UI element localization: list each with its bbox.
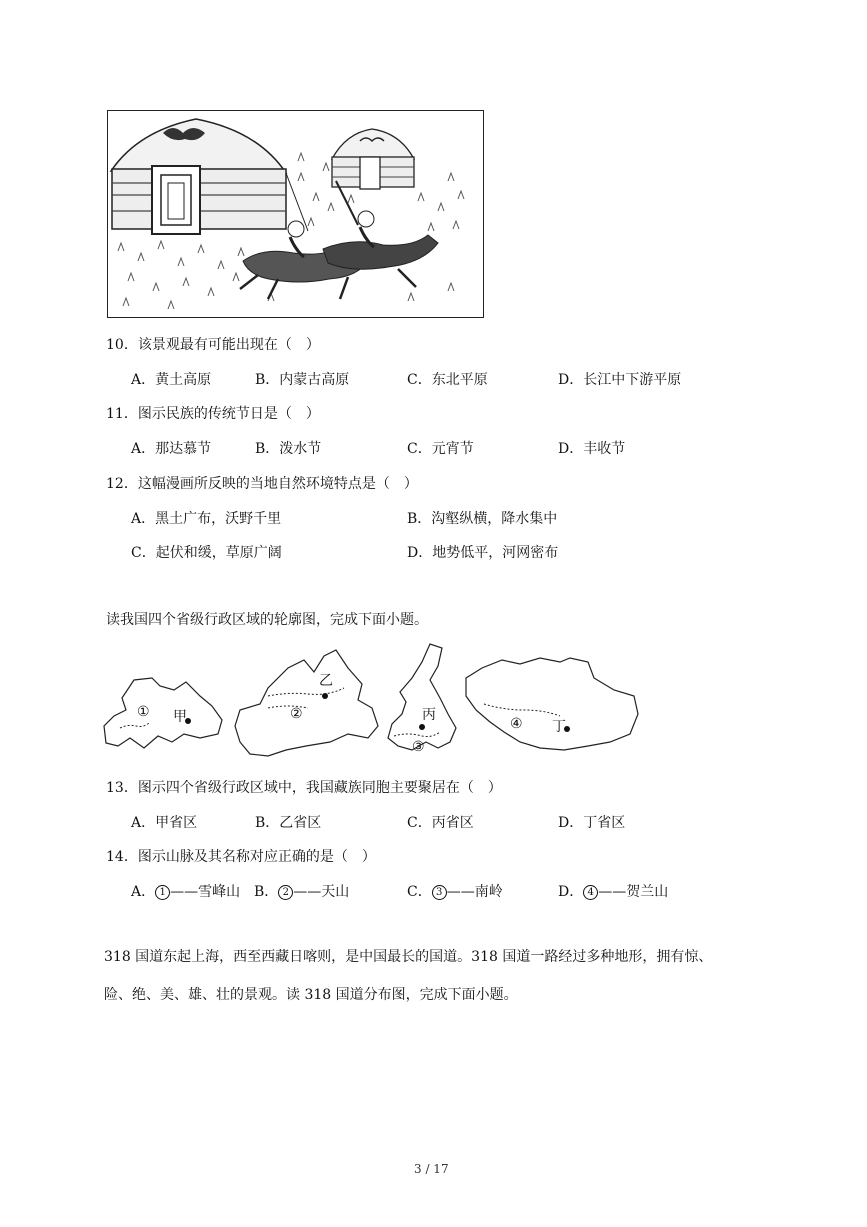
q12-option-d[interactable]: D．地势低平，河网密布 [407, 545, 559, 561]
label-yi: 乙 [319, 673, 333, 689]
q14-a-prefix: A． [131, 884, 156, 900]
page-number: 3 / 17 [414, 1162, 449, 1176]
grassland-yurt-cartoon [107, 110, 484, 318]
q13-option-b[interactable]: B．乙省区 [255, 815, 322, 831]
q14-d-number: 4 [583, 885, 598, 900]
q14-option-c[interactable] [407, 881, 503, 901]
question-10-stem: 10．该景观最有可能出现在（ ） [106, 337, 320, 353]
q14-option-d[interactable] [558, 881, 668, 901]
label-jia: 甲 [173, 709, 187, 725]
question-13-stem: 13．图示四个省级行政区域中，我国藏族同胞主要聚居在（ ） [106, 780, 502, 796]
question-11-stem: 11．图示民族的传统节日是（ ） [106, 406, 320, 422]
label-mountain-1: ① [137, 704, 150, 720]
q14-c-prefix: C． [407, 884, 432, 900]
route-318-intro-line-1: 318 国道东起上海，西至西藏日喀则，是中国最长的国道。318 国道一路经过多种地形，拥有惊、 [104, 949, 713, 965]
map-intro-text: 读我国四个省级行政区域的轮廓图，完成下面小题。 [106, 612, 428, 628]
q12-option-c[interactable]: C．起伏和缓，草原广阔 [131, 545, 282, 561]
q10-option-c[interactable]: C．东北平原 [407, 372, 488, 388]
label-mountain-2: ② [290, 706, 303, 722]
q11-option-b[interactable]: B．泼水节 [255, 441, 322, 457]
q14-option-a[interactable] [131, 881, 240, 901]
q10-option-a[interactable]: A．黄土高原 [131, 372, 212, 388]
province-outlines [100, 638, 645, 768]
q14-b-text: ——天山 [293, 884, 350, 900]
route-318-intro-line-2: 险、绝、美、雄、壮的景观。读 318 国道分布图，完成下面小题。 [104, 987, 518, 1003]
q14-b-prefix: B． [254, 884, 279, 900]
q10-option-b[interactable]: B．内蒙古高原 [255, 372, 350, 388]
q14-c-number: 3 [432, 885, 447, 900]
q11-option-a[interactable]: A．那达慕节 [131, 441, 212, 457]
q11-option-d[interactable]: D．丰收节 [558, 441, 626, 457]
q14-a-number: 1 [155, 885, 170, 900]
q12-option-a[interactable]: A．黑土广布，沃野千里 [131, 511, 282, 527]
label-bing: 丙 [422, 707, 436, 723]
cartoon-drawing [108, 111, 482, 316]
q14-d-prefix: D． [558, 884, 584, 900]
q10-option-d[interactable]: D．长江中下游平原 [558, 372, 682, 388]
q14-c-text: ——南岭 [446, 884, 503, 900]
q14-option-b[interactable] [254, 881, 349, 901]
label-mountain-4: ④ [510, 716, 523, 732]
q14-b-number: 2 [278, 885, 293, 900]
q14-a-text: ——雪峰山 [170, 884, 241, 900]
q12-option-b[interactable]: B．沟壑纵横，降水集中 [407, 511, 558, 527]
question-12-stem: 12．这幅漫画所反映的当地自然环境特点是（ ） [106, 476, 418, 492]
q14-d-text: ——贺兰山 [598, 884, 669, 900]
question-14-stem: 14．图示山脉及其名称对应正确的是（ ） [106, 849, 376, 865]
q13-option-a[interactable]: A．甲省区 [131, 815, 198, 831]
q13-option-d[interactable]: D．丁省区 [558, 815, 626, 831]
q11-option-c[interactable]: C．元宵节 [407, 441, 474, 457]
label-mountain-3: ③ [412, 739, 425, 755]
label-ding: 丁 [552, 719, 566, 735]
q13-option-c[interactable]: C．丙省区 [407, 815, 474, 831]
province-outline-maps [100, 638, 645, 768]
